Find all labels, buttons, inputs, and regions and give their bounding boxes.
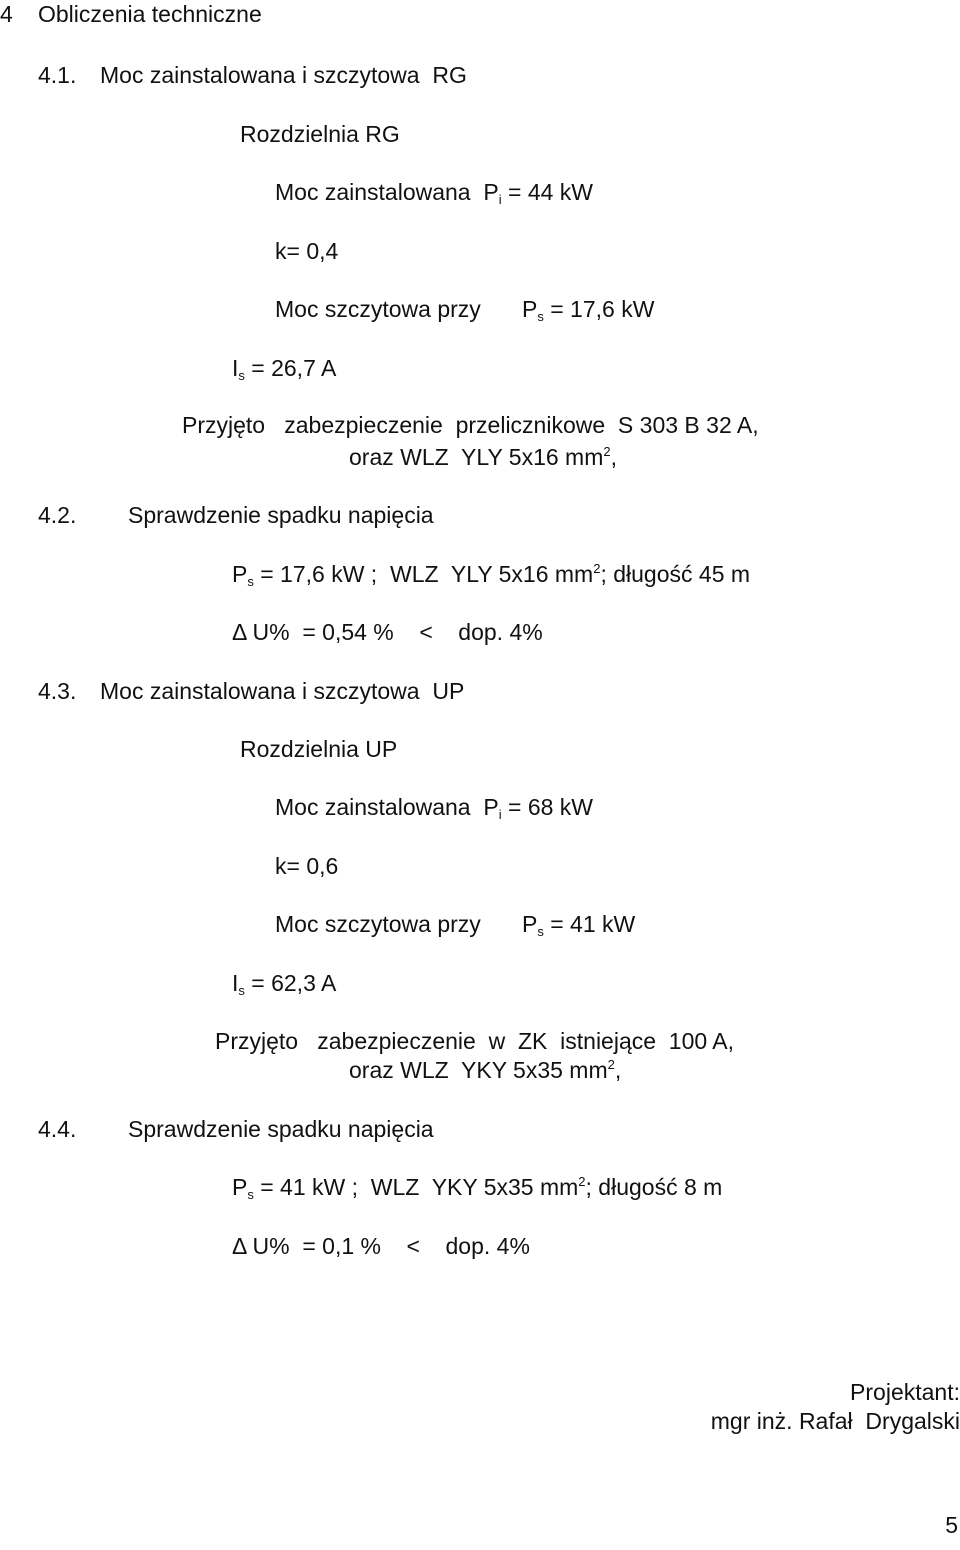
demand-factor-rg: k= 0,4 — [275, 238, 339, 264]
adopted-cable-up: oraz WLZ YKY 5x35 $mm^2$, — [349, 1057, 622, 1083]
heading-4-2: Sprawdzenie spadku napięcia — [128, 502, 434, 528]
designer-role: Projektant: — [850, 1379, 960, 1405]
peak-power-label-up: Moc szczytowa przy — [275, 911, 481, 937]
page-number: 5 — [945, 1512, 958, 1538]
peak-power-label-rg: Moc szczytowa przy — [275, 296, 481, 322]
section-number: 4 — [0, 1, 13, 27]
designer-name: mgr inż. Rafał Drygalski — [710, 1408, 960, 1434]
voltage-drop-result-up: Δ U% = 0,1 % < dop. 4% — [232, 1233, 530, 1259]
heading-4-3: Moc zainstalowana i szczytowa UP — [100, 678, 465, 704]
current-rg: $I_s = 26,7$ A — [232, 355, 337, 383]
heading-number-4-1: 4.1. — [38, 62, 77, 88]
heading-number-4-4: 4.4. — [38, 1116, 77, 1142]
board-name-rg: Rozdzielnia RG — [240, 121, 400, 147]
voltage-drop-params-rg: $P_s = 17,6$ kW ; WLZ YLY 5x16 $mm^2$; długość 45 m — [232, 561, 751, 589]
current-up: $I_s = 62,3$ A — [232, 970, 337, 998]
board-name-up: Rozdzielnia UP — [240, 736, 398, 762]
peak-power-value-rg: $P_s = 17,6$ kW — [522, 296, 655, 324]
peak-power-value-up: $P_s = 41$ kW — [522, 911, 636, 939]
adopted-protection-up: Przyjęto zabezpieczenie w ZK istniejące 100 A, — [215, 1028, 735, 1054]
installed-power-rg: Moc zainstalowana $P_i = 44$ kW — [275, 179, 594, 207]
section-title: Obliczenia techniczne — [38, 1, 262, 27]
heading-number-4-2: 4.2. — [38, 502, 77, 528]
adopted-protection-rg: Przyjęto zabezpieczenie przelicznikowe S 303 B 32 A, — [182, 412, 759, 438]
heading-number-4-3: 4.3. — [38, 678, 77, 704]
heading-4-4: Sprawdzenie spadku napięcia — [128, 1116, 434, 1142]
voltage-drop-result-rg: Δ U% = 0,54 % < dop. 4% — [232, 619, 543, 645]
installed-power-up: Moc zainstalowana $P_i = 68$ kW — [275, 794, 594, 822]
heading-4-1: Moc zainstalowana i szczytowa RG — [100, 62, 467, 88]
voltage-drop-params-up: $P_s = 41$ kW ; WLZ YKY 5x35 $mm^2$; długość 8 m — [232, 1174, 723, 1202]
demand-factor-up: k= 0,6 — [275, 853, 339, 879]
adopted-cable-rg: oraz WLZ YLY 5x16 $mm^2$, — [349, 444, 617, 470]
